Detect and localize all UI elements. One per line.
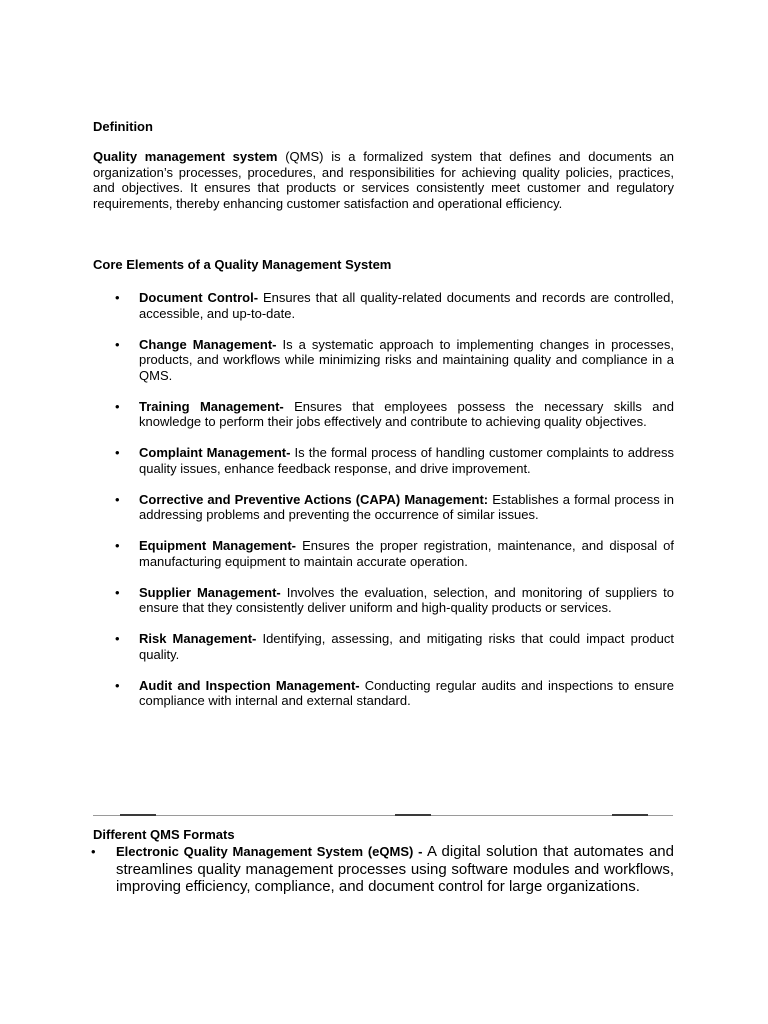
item-text: Ensures that employees possess the necessary skills and knowledge to perform their jobs effectively and contribute to achieving quality objectives. [139,398,674,429]
item-text: Conducting regular audits and inspections to ensure compliance with internal and external standard. [139,677,674,708]
core-elements-heading: Core Elements of a Quality Management System [93,257,392,272]
item-title: Audit and Inspection Management- [139,677,360,693]
list-item [0,492,768,523]
bullet-icon: • [115,398,120,414]
list-item [0,843,768,896]
core-elements-list [0,290,768,724]
item-title: Corrective and Preventive Actions (CAPA) Management: [139,491,489,507]
item-text: Establishes a formal process in addressing problems and preventing the occurrence of similar issues. [139,491,674,522]
list-item [0,678,768,709]
item-title: Change Management- [139,336,277,352]
definition-text: (QMS) is a formalized system that defines and documents an organization’s processes, procedures, and responsibilities for achieving quality policies, practices, and objectives. It ensures that products or services consistently meet customer and regulatory requirements, thereby enhancing customer satisfaction and operational efficiency. [93,149,674,211]
item-title: Training Management- [139,398,284,414]
item-title: Supplier Management- [139,584,281,600]
list-item [0,445,768,476]
list-item [0,337,768,384]
item-text: Involves the evaluation, selection, and monitoring of suppliers to ensure that they consistently deliver uniform and high-quality products or services. [139,584,674,615]
item-title: Equipment Management- [139,538,297,553]
list-item [0,631,768,662]
definition-heading: Definition [93,119,153,134]
list-item [0,399,768,430]
bullet-icon: • [115,677,120,693]
item-text: Is a systematic approach to implementing changes in processes, products, and workflows while minimizing risks and maintaining quality and compliance in a QMS. [139,336,674,383]
divider-segment [395,814,431,816]
item-title: Complaint Management- [139,445,291,460]
definition-paragraph [93,149,674,211]
bullet-icon: • [115,631,120,646]
formats-heading: Different QMS Formats [93,827,235,842]
item-text: Ensures the proper registration, maintenance, and disposal of manufacturing equipment to maintain accurate operation. [139,538,674,569]
divider-segment [612,814,648,816]
list-item [0,585,768,616]
divider-segment [120,814,156,816]
list-item [0,538,768,569]
bullet-icon: • [115,538,120,553]
item-text: Identifying, assessing, and mitigating risks that could impact product quality. [139,631,674,662]
section-divider [93,815,673,816]
bullet-icon: • [115,290,120,305]
item-title: Document Control- [139,290,259,305]
item-text: Is the formal process of handling customer complaints to address quality issues, enhance feedback response, and drive improvement. [139,445,674,476]
bullet-icon: • [115,584,120,600]
item-title: Risk Management- [139,631,257,646]
definition-term: Quality management system [93,149,278,164]
bullet-icon: • [115,336,120,352]
item-title: Electronic Quality Management System (eQMS) - [116,844,423,859]
list-item [0,290,768,321]
item-text: Ensures that all quality-related documents and records are controlled, accessible, and up-to-date. [139,290,674,321]
formats-list [0,843,768,896]
item-text: A digital solution that automates and streamlines quality management processes using software modules and workflows, improving efficiency, compliance, and document control for large organizations. [116,843,674,895]
bullet-icon: • [115,445,120,460]
bullet-icon: • [91,844,96,859]
bullet-icon: • [115,491,120,507]
